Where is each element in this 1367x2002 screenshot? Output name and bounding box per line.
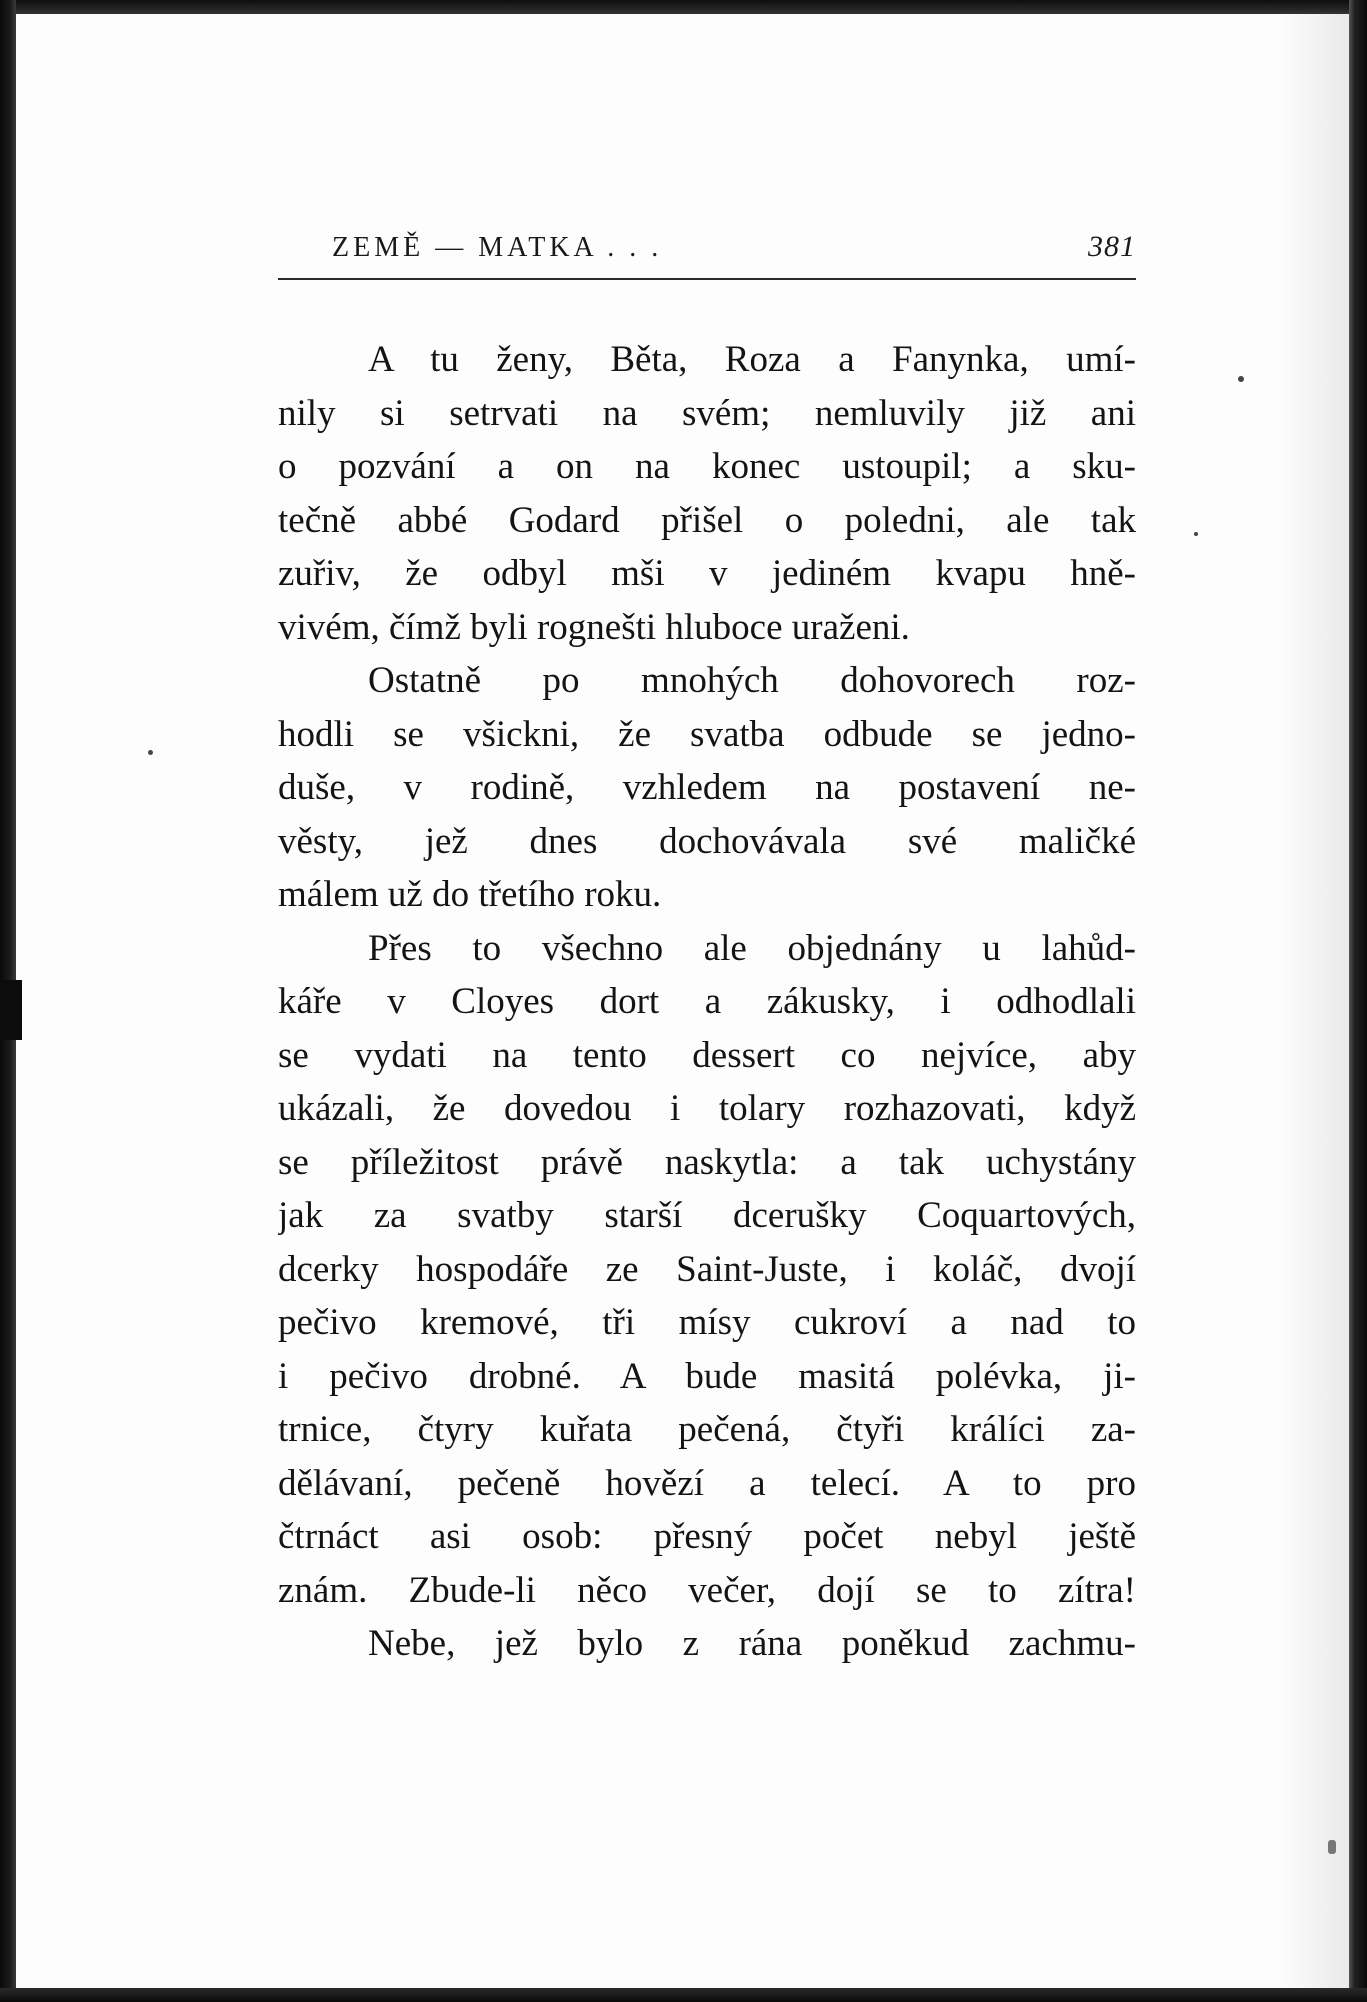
scan-edge-bottom: [0, 1988, 1367, 2002]
paragraph-2: [278, 654, 1136, 922]
page-header: [278, 226, 1136, 282]
dust-speck: [1328, 1840, 1336, 1854]
text-line: zuřiv, že odbyl mši v jediném kvapu hně-: [278, 553, 1136, 594]
text-line: věsty, jež dnes dochovávala své maličké: [278, 820, 1136, 862]
text-line: A tu ženy, Běta, Roza a Fanynka, umí-: [368, 339, 1136, 380]
text-line: se příležitost právě naskytla: a tak uchystány: [278, 1141, 1136, 1183]
text-line: nily si setrvati na svém; nemluvily již ani: [278, 392, 1136, 434]
text-line: káře v Cloyes dort a zákusky, i odhodlali: [278, 981, 1136, 1022]
text-line: hodli se všickni, že svatba odbude se jedno-: [278, 713, 1136, 755]
text-line: duše, v rodině, vzhledem na postavení ne-: [278, 767, 1136, 808]
scan-edge-top: [0, 0, 1367, 14]
text-line: se vydati na tento dessert co nejvíce, aby: [278, 1034, 1136, 1076]
page-shadow: [1279, 14, 1349, 1988]
paragraph-4: [278, 1617, 1136, 1671]
dust-speck: [148, 750, 153, 755]
text-line: dcerky hospodáře ze Saint-Juste, i koláč, dvojí: [278, 1248, 1136, 1290]
body-text: [278, 333, 1136, 1671]
dust-speck: [1194, 532, 1198, 536]
text-line: trnice, čtyry kuřata pečená, čtyři králíci za-: [278, 1409, 1136, 1450]
text-line: znám. Zbude-li něco večer, dojí se to zítra!: [278, 1569, 1136, 1611]
text-line: o pozvání a on na konec ustoupil; a sku-: [278, 446, 1136, 487]
header-rule: [278, 278, 1136, 280]
text-line: ukázali, že dovedou i tolary rozhazovati, když: [278, 1088, 1136, 1129]
text-line: vivém, čímž byli rognešti hluboce uraženi.: [278, 606, 910, 648]
text-line: i pečivo drobné. A bude masitá polévka, ji-: [278, 1355, 1136, 1397]
text-line: Ostatně po mnohých dohovorech roz-: [368, 660, 1136, 701]
scan-edge-left-notch: [0, 980, 22, 1040]
scan-edge-right: [1349, 0, 1367, 2002]
text-line: čtrnáct asi osob: přesný počet nebyl ještě: [278, 1516, 1136, 1557]
paragraph-1: [278, 333, 1136, 654]
page-number: 381: [1088, 230, 1136, 263]
text-line: pečivo kremové, tři mísy cukroví a nad to: [278, 1302, 1136, 1343]
running-title: ZEMĚ — MATKA . . .: [332, 232, 663, 263]
text-line: málem už do třetího roku.: [278, 874, 662, 915]
paragraph-3: [278, 922, 1136, 1618]
text-line: Nebe, jež bylo z rána poněkud zachmu-: [368, 1623, 1136, 1664]
text-line: dělávaní, pečeně hovězí a telecí. A to pro: [278, 1462, 1136, 1504]
text-line: jak za svatby starší dcerušky Coquartových,: [278, 1195, 1136, 1236]
dust-speck: [1238, 376, 1244, 382]
text-line: Přes to všechno ale objednány u lahůd-: [368, 927, 1136, 969]
text-line: tečně abbé Godard přišel o poledni, ale tak: [278, 499, 1136, 541]
